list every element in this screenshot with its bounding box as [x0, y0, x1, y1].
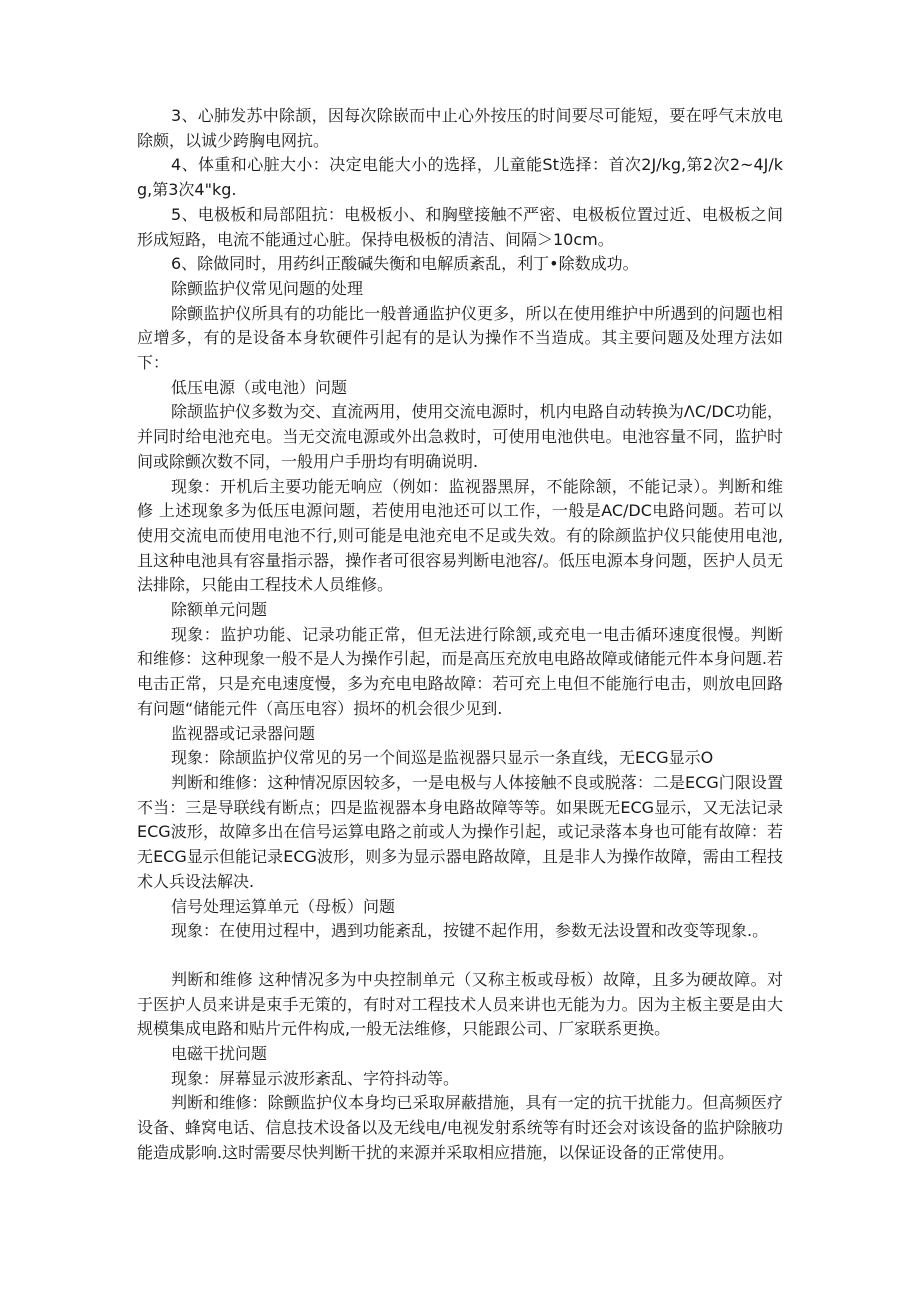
subheading-monitor-recorder: 监视器或记录器问题 — [171, 723, 316, 743]
paragraph-defib-note-5: 5、电极板和局部阻抗：电极板小、和胸壁接触不严密、电极板位置过近、电极板之间形成短路，电流不能通过心脏。保持电极板的清洁、间隔＞10cm。 — [137, 204, 783, 249]
paragraph-defib-note-4: 4、体重和心脏大小：决定电能大小的选择，儿童能St选择：首次2J∕kg,第2次2~4J∕kg,第3次4"kg. — [137, 155, 783, 200]
section-heading-common-problems: 除颤监护仪常见问题的处理 — [171, 278, 364, 298]
paragraph-signal-diagnosis: 判断和维修 这种情况多为中央控制单元（又称主板或母板）故障，且多为硬故障。对于医护人员来讲是束手无策的，有时对工程技术人员来讲也无能为力。因为主板主要是由大规模集成电路和贴片元件构成,一般无法维修，只能跟公司、厂家联系更换。 — [137, 969, 783, 1039]
paragraph-defib-note-3: 3、心肺发苏中除颉，因每次除嵌而中止心外按压的时间要尽可能短，要在呼气末放电除颇，以诚少跨胸电网抗。 — [137, 106, 783, 150]
paragraph-emi-symptom: 现象：屏幕显示波形紊乱、字符抖动等。 — [171, 1068, 460, 1088]
paragraph-defib-unit-symptom: 现象：监护功能、记录功能正常，但无法进行除颔,或充电一电击循环速度很慢。判断和维修：这种现象一般不是人为操作引起，而是高压充放电电路故障或储能元件本身问题.若电击正常，只是充电速度慢，多为充电电路故障：若可充上电但不能施行电击，则放电回路有问题“储能元件（高压电容）损坏的机会很少见到. — [137, 624, 783, 718]
subheading-signal-processing: 信号处理运算单元（母板）问题 — [171, 896, 396, 916]
subheading-low-voltage-power: 低压电源（或电池）问题 — [171, 377, 348, 397]
document-body — [137, 104, 783, 1166]
paragraph-signal-symptom: 现象：在使用过程中，遇到功能紊乱，按键不起作用，参数无法设置和改变等现象.。 — [171, 921, 769, 941]
paragraph-power-symptom: 现象：开机后主要功能无响应（例如：监视器黑屏，不能除颔，不能记录）。判断和维修 上述现象多为低压电源问题，若使用电池还可以工作，一般是AC/DC电路问题。若可以使用交流电而使用电池不行,则可能是电池充电不足或失效。有的除颜监护仪只能使用电池,且这种电池具有容量指示器，操作者可很容易判断电池容/。低压电源本身问题，医护人员无法排除，只能由工程技术人员维修。 — [137, 476, 783, 595]
paragraph-emi-diagnosis: 判断和维修：除颤监护仪本身均已采取屏蔽措施，具有一定的抗干扰能力。但高频医疗设备、蜂窝电话、信息技术设备以及无线电/电视发射系统等有时还会对该设备的监护除腋功能造成影响.这时需要尽快判断干扰的来源并采取相应措施，以保证设备的正常使用。 — [137, 1093, 783, 1162]
paragraph-monitor-diagnosis: 判断和维修：这种情况原因较多，一是电极与人体接触不良或脱落：二是ECG门限设置不当：三是导联线有断点；四是监视器本身电路故障等等。如果既无ECG显示，又无法记录ECG波形，故障多出在信号运算电路之前或人为操作引起，或记录落本身也可能有故障：若无ECG显示但能记录ECG波形，则多为显示器电路故障，且是非人为操作故障，需由工程技术人兵设法解决. — [137, 772, 783, 891]
paragraph-power-description: 除颉监护仪多数为交、直流两用，使用交流电源时，机内电路自动转换为ΛC∕DC功能，并同时给电池充电。当无交流电源或外出急救时，可使用电池供电。电池容量不同，监护时间或除颤次数不同，一般用户手册均有明确说明. — [137, 402, 783, 471]
subheading-defib-unit: 除额单元问题 — [171, 600, 268, 620]
paragraph-defib-note-6: 6、除做同时，用药纠正酸碱失衡和电解质紊乱，利丁•除数成功。 — [171, 254, 639, 274]
subheading-emi: 电磁干扰问题 — [171, 1044, 268, 1064]
paragraph-intro: 除颤监护仪所具有的功能比一般普通监护仪更多，所以在使用维护中所遇到的问题也相应增多，有的是设备本身软硬件引起有的是认为操作不当造成。其主要问题及处理方法如下： — [137, 303, 783, 373]
paragraph-monitor-symptom: 现象：除颉监护仪常见的另一个间巡是监视器只显示一条直线，无ECG显示O — [171, 748, 714, 768]
